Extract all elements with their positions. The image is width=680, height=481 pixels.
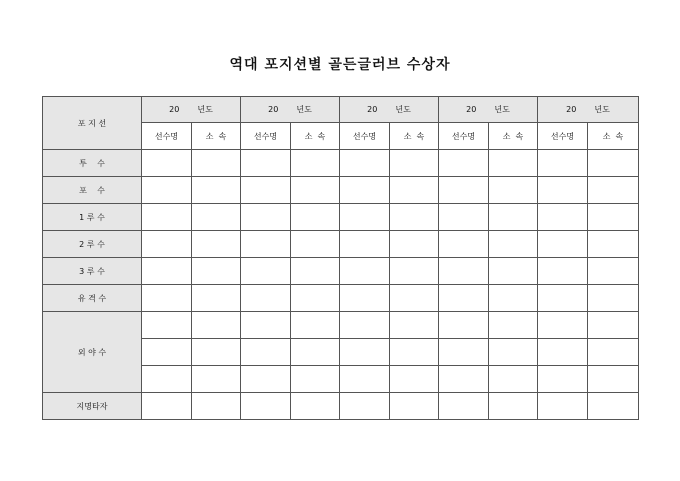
year-suffix: 년도: [296, 105, 312, 114]
team-cell[interactable]: [588, 204, 639, 231]
year-prefix: 20: [466, 105, 477, 114]
team-cell[interactable]: [192, 285, 241, 312]
year-prefix: 20: [566, 105, 577, 114]
team-cell[interactable]: [291, 339, 340, 366]
team-cell[interactable]: [489, 231, 538, 258]
team-cell[interactable]: [390, 312, 439, 339]
player-name-cell[interactable]: [538, 339, 588, 366]
player-name-cell[interactable]: [538, 204, 588, 231]
year-suffix: 년도: [197, 105, 213, 114]
player-name-cell[interactable]: [340, 258, 390, 285]
team-cell[interactable]: [588, 285, 639, 312]
player-name-cell[interactable]: [340, 231, 390, 258]
team-cell[interactable]: [489, 150, 538, 177]
team-cell[interactable]: [588, 258, 639, 285]
player-name-cell[interactable]: [340, 150, 390, 177]
team-header: 소 속: [291, 123, 340, 150]
team-cell[interactable]: [489, 393, 538, 420]
position-label: 유 격 수: [43, 285, 142, 312]
team-cell[interactable]: [390, 204, 439, 231]
position-label: 투 수: [43, 150, 142, 177]
year-suffix: 년도: [395, 105, 411, 114]
table-row: [43, 393, 639, 420]
team-cell[interactable]: [192, 177, 241, 204]
team-cell[interactable]: [588, 150, 639, 177]
team-cell[interactable]: [192, 150, 241, 177]
player-name-cell[interactable]: [241, 366, 291, 393]
team-cell[interactable]: [390, 339, 439, 366]
player-name-cell[interactable]: [439, 366, 489, 393]
team-cell[interactable]: [390, 258, 439, 285]
team-cell[interactable]: [489, 312, 538, 339]
team-cell[interactable]: [390, 393, 439, 420]
team-cell[interactable]: [588, 366, 639, 393]
player-name-cell[interactable]: [241, 204, 291, 231]
team-cell[interactable]: [291, 177, 340, 204]
year-header-4: [439, 97, 538, 123]
team-cell[interactable]: [291, 150, 340, 177]
player-name-cell[interactable]: [538, 177, 588, 204]
year-header-2: [241, 97, 340, 123]
table-row: [43, 258, 639, 285]
team-cell[interactable]: [192, 339, 241, 366]
table-row: [43, 204, 639, 231]
player-name-cell[interactable]: [340, 177, 390, 204]
table-row: [43, 285, 639, 312]
team-cell[interactable]: [390, 285, 439, 312]
team-cell[interactable]: [192, 258, 241, 285]
player-name-cell[interactable]: [142, 366, 192, 393]
team-cell[interactable]: [192, 393, 241, 420]
player-name-header: 선수명: [241, 123, 291, 150]
year-header-3: [340, 97, 439, 123]
table-row: [43, 177, 639, 204]
player-name-cell[interactable]: [439, 204, 489, 231]
team-cell[interactable]: [192, 366, 241, 393]
team-cell[interactable]: [489, 285, 538, 312]
player-name-cell[interactable]: [241, 312, 291, 339]
player-name-cell[interactable]: [439, 177, 489, 204]
table-row: [43, 312, 639, 339]
player-name-cell[interactable]: [439, 312, 489, 339]
player-name-cell[interactable]: [340, 312, 390, 339]
player-name-cell[interactable]: [142, 177, 192, 204]
player-name-cell[interactable]: [439, 150, 489, 177]
table-row: [43, 231, 639, 258]
table-body: [43, 97, 639, 420]
team-cell[interactable]: [489, 204, 538, 231]
player-name-cell[interactable]: [538, 285, 588, 312]
team-cell[interactable]: [588, 339, 639, 366]
team-cell[interactable]: [291, 366, 340, 393]
position-header: 포 지 선: [43, 97, 142, 150]
team-cell[interactable]: [390, 231, 439, 258]
position-label: 2 루 수: [43, 231, 142, 258]
player-name-cell[interactable]: [538, 258, 588, 285]
player-name-cell[interactable]: [340, 366, 390, 393]
team-header: 소 속: [192, 123, 241, 150]
golden-glove-table: [42, 96, 639, 420]
player-name-cell[interactable]: [142, 258, 192, 285]
player-name-cell[interactable]: [439, 393, 489, 420]
year-header-1: [142, 97, 241, 123]
player-name-cell[interactable]: [439, 258, 489, 285]
year-suffix: 년도: [494, 105, 510, 114]
player-name-cell[interactable]: [241, 285, 291, 312]
team-cell[interactable]: [291, 258, 340, 285]
player-name-cell[interactable]: [538, 231, 588, 258]
team-header: 소 속: [588, 123, 639, 150]
team-cell[interactable]: [291, 393, 340, 420]
player-name-cell[interactable]: [142, 312, 192, 339]
team-cell[interactable]: [588, 177, 639, 204]
team-cell[interactable]: [489, 177, 538, 204]
year-suffix: 년도: [594, 105, 610, 114]
team-header: 소 속: [489, 123, 538, 150]
team-cell[interactable]: [291, 204, 340, 231]
player-name-cell[interactable]: [241, 231, 291, 258]
player-name-cell[interactable]: [439, 285, 489, 312]
team-cell[interactable]: [489, 258, 538, 285]
team-cell[interactable]: [588, 393, 639, 420]
player-name-cell[interactable]: [439, 231, 489, 258]
player-name-cell[interactable]: [538, 366, 588, 393]
player-name-cell[interactable]: [439, 339, 489, 366]
year-prefix: 20: [169, 105, 180, 114]
team-cell[interactable]: [390, 177, 439, 204]
position-label: 외 야 수: [43, 312, 142, 393]
team-header: 소 속: [390, 123, 439, 150]
team-cell[interactable]: [192, 231, 241, 258]
position-label: 포 수: [43, 177, 142, 204]
team-cell[interactable]: [489, 339, 538, 366]
player-name-cell[interactable]: [538, 150, 588, 177]
player-name-cell[interactable]: [142, 150, 192, 177]
player-name-cell[interactable]: [142, 204, 192, 231]
team-cell[interactable]: [291, 231, 340, 258]
team-cell[interactable]: [489, 366, 538, 393]
player-name-header: 선수명: [439, 123, 489, 150]
player-name-cell[interactable]: [241, 393, 291, 420]
player-name-cell[interactable]: [538, 312, 588, 339]
player-name-cell[interactable]: [241, 339, 291, 366]
position-label: 1 루 수: [43, 204, 142, 231]
player-name-cell[interactable]: [142, 231, 192, 258]
table-row: [43, 150, 639, 177]
position-label: 지명타자: [43, 393, 142, 420]
header-year-row: [43, 97, 639, 123]
team-cell[interactable]: [588, 231, 639, 258]
team-cell[interactable]: [291, 285, 340, 312]
player-name-cell[interactable]: [142, 339, 192, 366]
team-cell[interactable]: [192, 312, 241, 339]
position-label: 3 루 수: [43, 258, 142, 285]
year-header-5: [538, 97, 639, 123]
player-name-cell[interactable]: [241, 177, 291, 204]
player-name-header: 선수명: [142, 123, 192, 150]
player-name-cell[interactable]: [340, 339, 390, 366]
player-name-header: 선수명: [538, 123, 588, 150]
player-name-cell[interactable]: [241, 258, 291, 285]
year-prefix: 20: [367, 105, 378, 114]
player-name-cell[interactable]: [340, 285, 390, 312]
player-name-cell[interactable]: [538, 393, 588, 420]
player-name-cell[interactable]: [142, 393, 192, 420]
team-cell[interactable]: [291, 312, 340, 339]
team-cell[interactable]: [390, 150, 439, 177]
player-name-cell[interactable]: [241, 150, 291, 177]
team-cell[interactable]: [192, 204, 241, 231]
year-prefix: 20: [268, 105, 279, 114]
player-name-cell[interactable]: [340, 393, 390, 420]
player-name-cell[interactable]: [142, 285, 192, 312]
team-cell[interactable]: [588, 312, 639, 339]
team-cell[interactable]: [390, 366, 439, 393]
player-name-header: 선수명: [340, 123, 390, 150]
player-name-cell[interactable]: [340, 204, 390, 231]
document-title: 역대 포지션별 골든글러브 수상자: [229, 57, 451, 73]
